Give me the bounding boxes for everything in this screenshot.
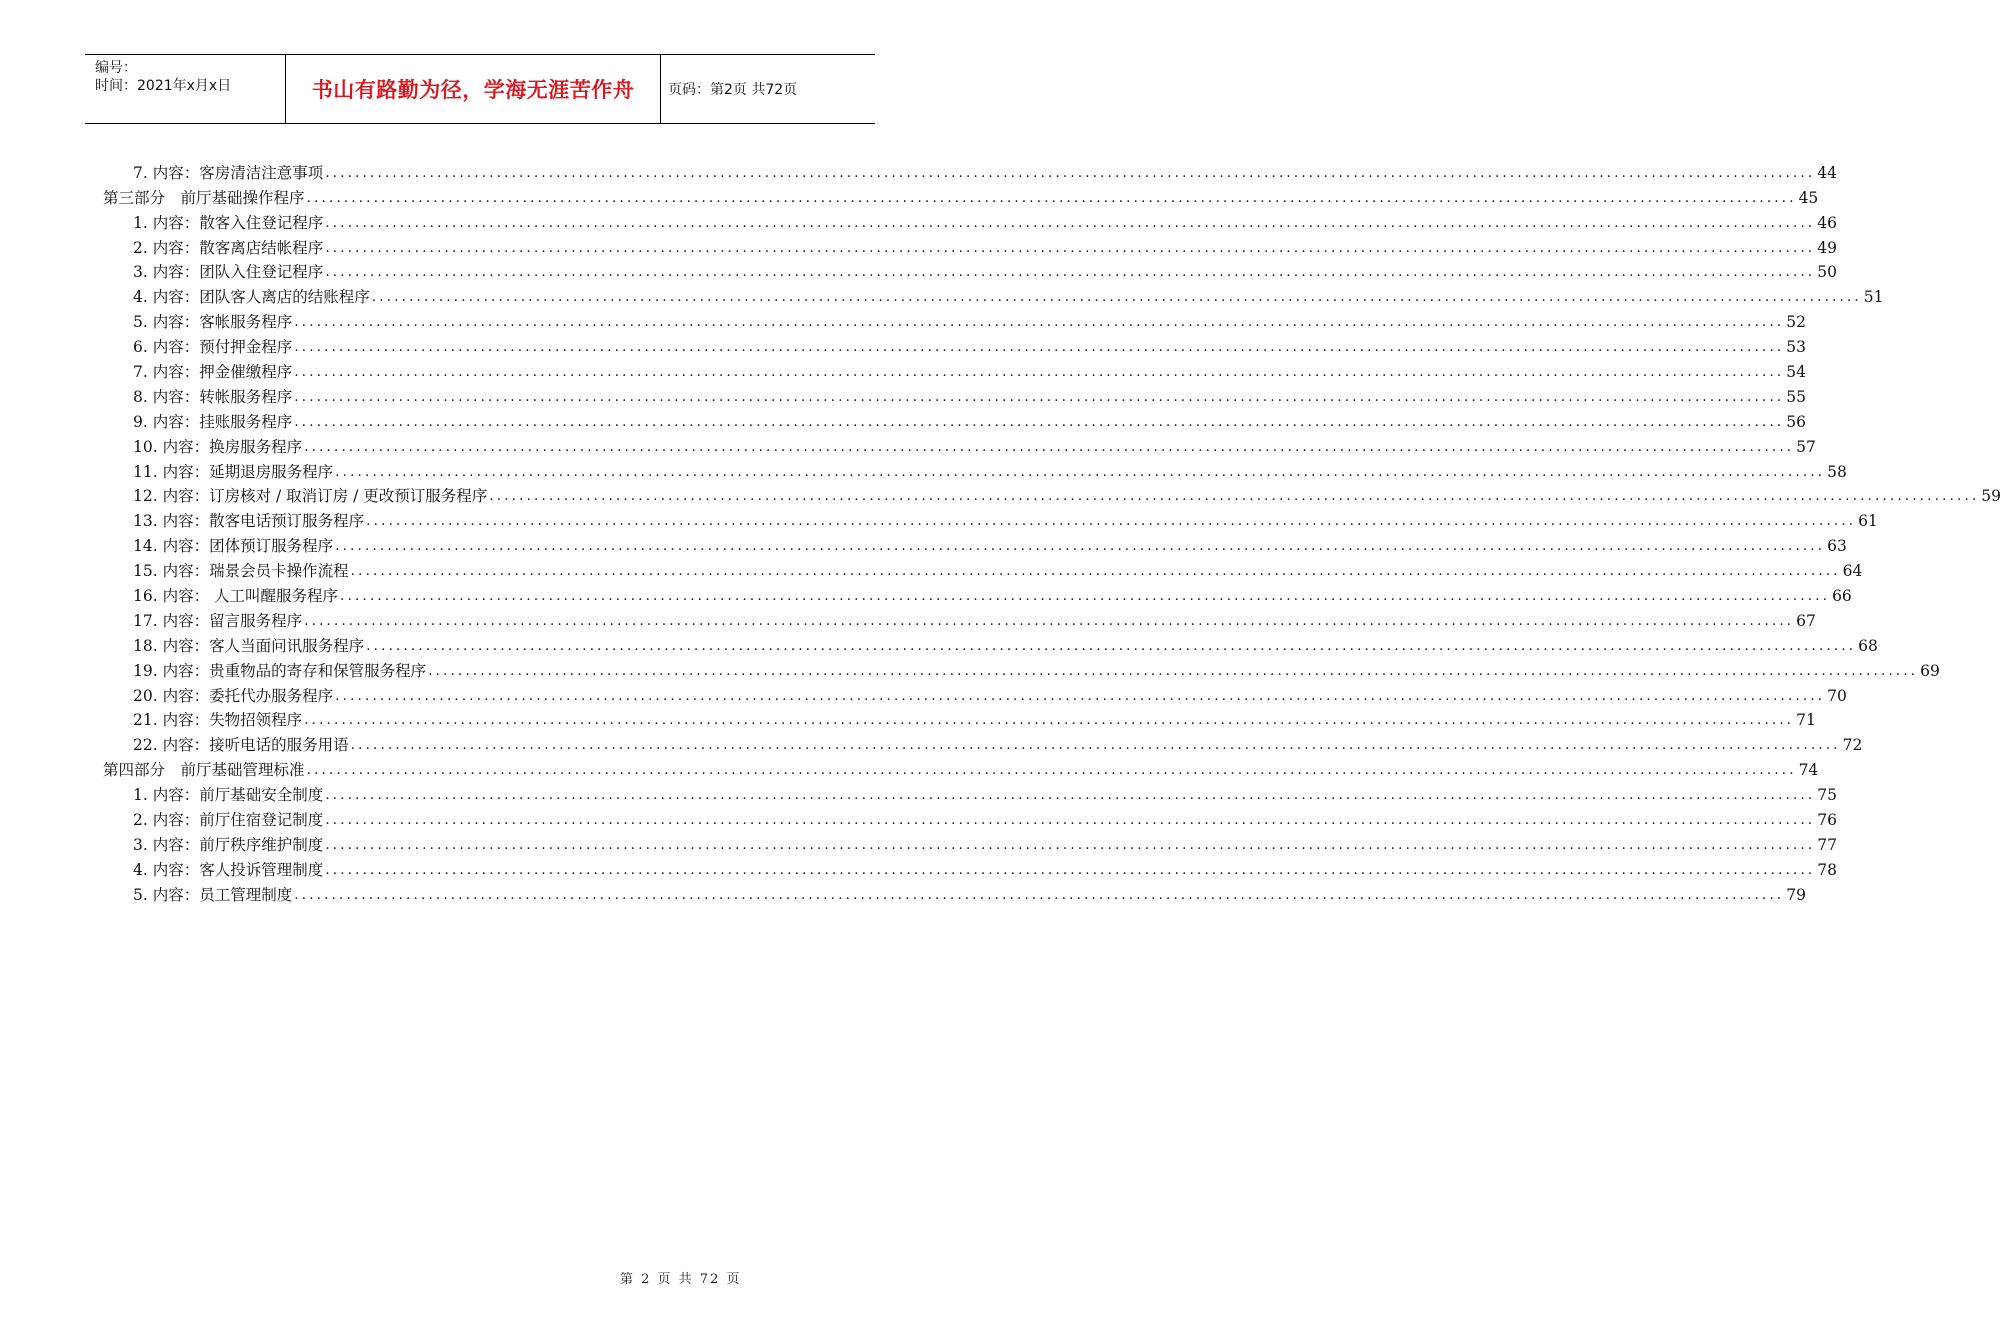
toc-leader-dots: ........................................................................................................................................................................................................ — [325, 264, 1816, 281]
toc-section-entry[interactable] — [103, 183, 1819, 208]
toc-leader-dots: ........................................................................................................................................................................................................ — [306, 762, 1797, 779]
toc-entry-label: 12. 内容：订房核对 / 取消订房 / 更改预订服务程序 — [133, 487, 488, 506]
toc-entry[interactable] — [103, 531, 1847, 556]
toc-leader-dots: ........................................................................................................................................................................................................ — [306, 189, 1797, 206]
toc-entry[interactable] — [103, 631, 1878, 656]
toc-entry-page: 66 — [1832, 587, 1852, 606]
toc-entry-page: 70 — [1827, 686, 1847, 705]
toc-entry-label: 7. 内容：押金催缴程序 — [133, 363, 293, 382]
toc-leader-dots: ........................................................................................................................................................................................................ — [350, 563, 1841, 580]
toc-leader-dots: ........................................................................................................................................................................................................ — [366, 513, 1857, 530]
toc-entry[interactable] — [103, 606, 1816, 631]
toc-entry-label: 1. 内容：前厅基础安全制度 — [133, 786, 324, 805]
toc-entry[interactable] — [103, 482, 2001, 507]
toc-leader-dots: ........................................................................................................................................................................................................ — [294, 364, 1785, 381]
toc-leader-dots: ........................................................................................................................................................................................................ — [325, 164, 1816, 181]
toc-entry-page: 54 — [1786, 363, 1806, 382]
toc-entry-page: 51 — [1863, 288, 1884, 307]
toc-entry-label: 16. 内容： 人工叫醒服务程序 — [133, 587, 339, 606]
toc-entry[interactable] — [103, 158, 1837, 183]
toc-entry-label: 9. 内容：挂账服务程序 — [133, 412, 293, 431]
toc-entry-page: 52 — [1786, 313, 1806, 332]
header-divider-right — [660, 55, 661, 123]
toc-entry[interactable] — [103, 258, 1837, 283]
toc-entry-page: 61 — [1858, 512, 1878, 531]
toc-leader-dots: ........................................................................................................................................................................................................ — [294, 339, 1785, 356]
toc-leader-dots: ........................................................................................................................................................................................................ — [325, 812, 1816, 829]
toc-leader-dots: ........................................................................................................................................................................................................ — [340, 588, 1831, 605]
toc-entry[interactable] — [103, 805, 1837, 830]
toc-entry-label: 第四部分 前厅基础管理标准 — [103, 761, 305, 780]
toc-entry-page: 55 — [1786, 387, 1806, 406]
header-date: 时间：2021年x月x日 — [95, 78, 232, 94]
toc-leader-dots: ........................................................................................................................................................................................................ — [325, 836, 1816, 853]
toc-entry[interactable] — [103, 581, 1852, 606]
toc-section-entry[interactable] — [103, 755, 1819, 780]
toc-entry-page: 63 — [1827, 537, 1847, 556]
toc-entry-label: 22. 内容：接听电话的服务用语 — [133, 736, 349, 755]
toc-entry-page: 50 — [1817, 263, 1837, 282]
toc-entry-label: 2. 内容：散客离店结帐程序 — [133, 238, 324, 257]
toc-entry-page: 59 — [1981, 487, 2001, 506]
toc-entry-label: 5. 内容：客帐服务程序 — [133, 313, 293, 332]
toc-leader-dots: ........................................................................................................................................................................................................ — [428, 662, 1919, 679]
toc-entry[interactable] — [103, 780, 1837, 805]
toc-leader-dots: ........................................................................................................................................................................................................ — [335, 687, 1826, 704]
toc-entry[interactable] — [103, 432, 1816, 457]
toc-entry-label: 11. 内容：延期退房服务程序 — [133, 462, 334, 481]
toc-entry-page: 64 — [1842, 562, 1863, 581]
toc-entry[interactable] — [103, 706, 1816, 731]
toc-leader-dots: ........................................................................................................................................................................................................ — [294, 388, 1785, 405]
toc-entry[interactable] — [103, 681, 1847, 706]
toc-leader-dots: ........................................................................................................................................................................................................ — [294, 413, 1785, 430]
toc-entry[interactable] — [103, 407, 1806, 432]
toc-entry[interactable] — [103, 730, 1863, 755]
toc-entry-page: 76 — [1817, 811, 1837, 830]
toc-entry-page: 68 — [1858, 636, 1878, 655]
toc-leader-dots: ........................................................................................................................................................................................................ — [304, 438, 1795, 455]
toc-leader-dots: ........................................................................................................................................................................................................ — [489, 488, 1980, 505]
toc-leader-dots: ........................................................................................................................................................................................................ — [325, 214, 1816, 231]
toc-entry-label: 8. 内容：转帐服务程序 — [133, 387, 293, 406]
toc-entry[interactable] — [103, 233, 1837, 258]
toc-leader-dots: ........................................................................................................................................................................................................ — [294, 886, 1785, 903]
toc-entry-label: 20. 内容：委托代办服务程序 — [133, 686, 334, 705]
toc-entry-label: 7. 内容：客房清洁注意事项 — [133, 163, 324, 182]
toc-leader-dots: ........................................................................................................................................................................................................ — [304, 712, 1795, 729]
toc-entry[interactable] — [103, 282, 1884, 307]
toc-leader-dots: ........................................................................................................................................................................................................ — [350, 737, 1841, 754]
toc-entry-page: 69 — [1920, 661, 1940, 680]
toc-leader-dots: ........................................................................................................................................................................................................ — [335, 463, 1826, 480]
toc-entry[interactable] — [103, 307, 1806, 332]
toc-entry-label: 5. 内容：员工管理制度 — [133, 885, 293, 904]
toc-entry-label: 3. 内容：前厅秩序维护制度 — [133, 835, 324, 854]
toc-leader-dots: ........................................................................................................................................................................................................ — [325, 239, 1816, 256]
table-of-contents — [103, 158, 2001, 905]
toc-entry-label: 2. 内容：前厅住宿登记制度 — [133, 811, 324, 830]
toc-entry[interactable] — [103, 382, 1806, 407]
toc-leader-dots: ........................................................................................................................................................................................................ — [325, 861, 1816, 878]
toc-entry-label: 3. 内容：团队入住登记程序 — [133, 263, 324, 282]
toc-entry[interactable] — [103, 457, 1847, 482]
toc-entry-page: 74 — [1798, 761, 1819, 780]
toc-entry[interactable] — [103, 855, 1837, 880]
toc-entry-label: 21. 内容：失物招领程序 — [133, 711, 303, 730]
toc-entry-page: 53 — [1786, 338, 1806, 357]
toc-entry-label: 1. 内容：散客入住登记程序 — [133, 213, 324, 232]
toc-entry-label: 17. 内容：留言服务程序 — [133, 611, 303, 630]
toc-entry[interactable] — [103, 208, 1837, 233]
page-header — [85, 54, 875, 124]
toc-entry-page: 67 — [1796, 611, 1816, 630]
toc-leader-dots: ........................................................................................................................................................................................................ — [304, 612, 1795, 629]
toc-entry-label: 15. 内容：瑞景会员卡操作流程 — [133, 562, 349, 581]
toc-entry-page: 46 — [1817, 213, 1837, 232]
toc-entry[interactable] — [103, 880, 1806, 905]
toc-entry-page: 71 — [1796, 711, 1816, 730]
toc-entry-label: 4. 内容：客人投诉管理制度 — [133, 860, 324, 879]
toc-entry-page: 78 — [1817, 860, 1837, 879]
toc-entry[interactable] — [103, 656, 1940, 681]
toc-entry-label: 14. 内容：团体预订服务程序 — [133, 537, 334, 556]
toc-entry-page: 75 — [1817, 786, 1837, 805]
toc-leader-dots: ........................................................................................................................................................................................................ — [325, 787, 1816, 804]
toc-leader-dots: ........................................................................................................................................................................................................ — [366, 637, 1857, 654]
toc-entry-label: 4. 内容：团队客人离店的结账程序 — [133, 288, 370, 307]
toc-entry-page: 72 — [1842, 736, 1863, 755]
toc-entry-page: 44 — [1817, 163, 1837, 182]
toc-leader-dots: ........................................................................................................................................................................................................ — [371, 289, 1862, 306]
toc-entry-label: 13. 内容：散客电话预订服务程序 — [133, 512, 365, 531]
toc-entry-page: 58 — [1827, 462, 1847, 481]
toc-entry-label: 18. 内容：客人当面问讯服务程序 — [133, 636, 365, 655]
toc-entry[interactable] — [103, 830, 1837, 855]
toc-leader-dots: ........................................................................................................................................................................................................ — [335, 538, 1826, 555]
toc-entry[interactable] — [103, 357, 1806, 382]
toc-leader-dots: ........................................................................................................................................................................................................ — [294, 314, 1785, 331]
toc-entry-page: 49 — [1817, 238, 1837, 257]
header-meta — [95, 59, 231, 95]
header-motto: 书山有路勤为径，学海无涯苦作舟 — [311, 78, 635, 102]
toc-entry-label: 第三部分 前厅基础操作程序 — [103, 188, 305, 207]
toc-entry-label: 19. 内容：贵重物品的寄存和保管服务程序 — [133, 661, 427, 680]
toc-entry-page: 77 — [1817, 835, 1837, 854]
toc-entry-label: 10. 内容：换房服务程序 — [133, 437, 303, 456]
toc-entry-page: 79 — [1786, 885, 1806, 904]
toc-entry-page: 45 — [1798, 188, 1819, 207]
header-number-label: 编号： — [95, 60, 137, 76]
toc-entry[interactable] — [103, 506, 1878, 531]
toc-entry[interactable] — [103, 556, 1863, 581]
footer-page-number: 第 2 页 共 72 页 — [620, 1272, 742, 1287]
toc-entry[interactable] — [103, 332, 1806, 357]
toc-entry-page: 56 — [1786, 412, 1806, 431]
header-page-info: 页码：第2页 共72页 — [668, 82, 798, 98]
toc-entry-page: 57 — [1796, 437, 1816, 456]
toc-entry-label: 6. 内容：预付押金程序 — [133, 338, 293, 357]
